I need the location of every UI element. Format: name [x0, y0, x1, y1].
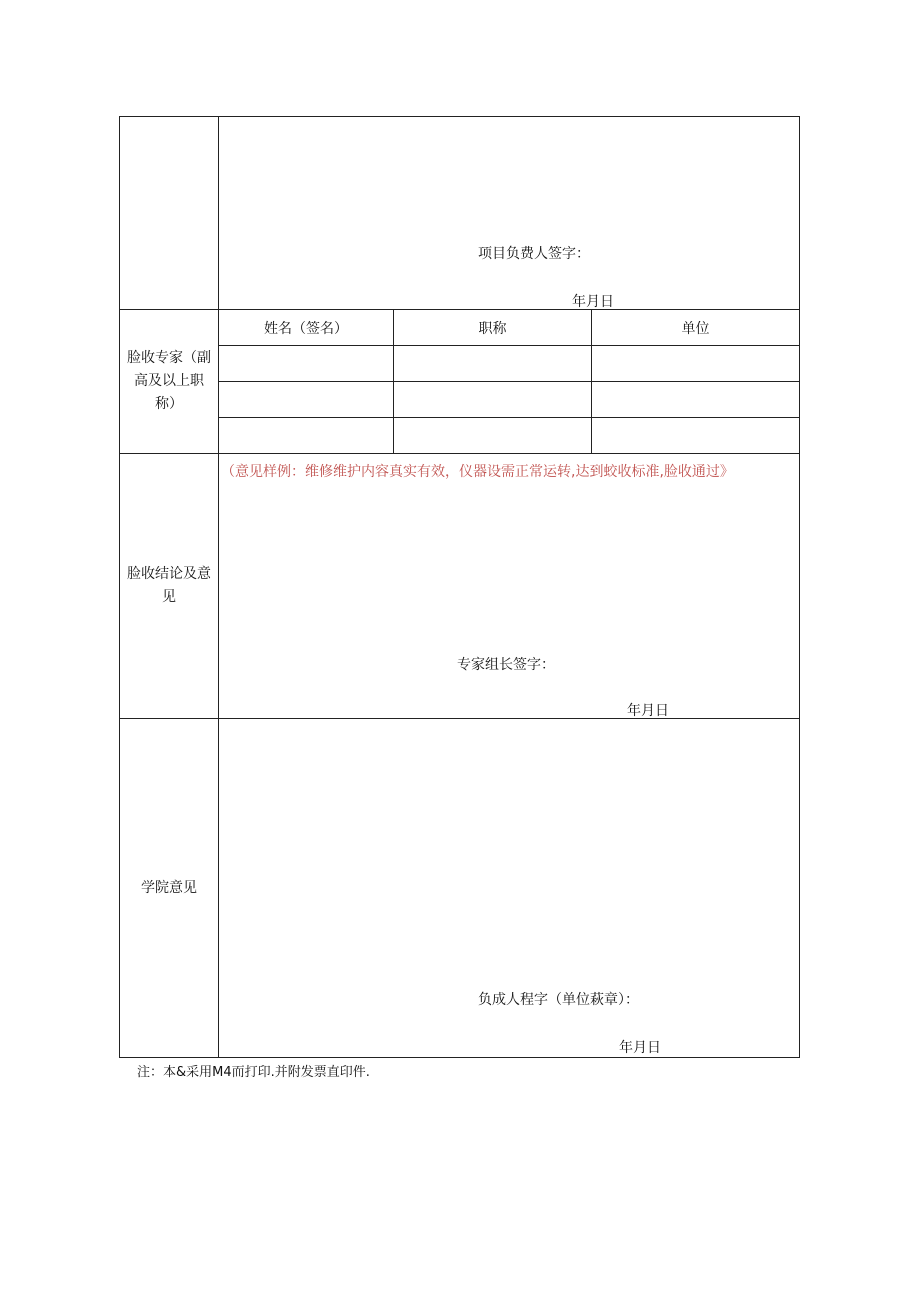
experts-table	[219, 310, 799, 453]
college-date: 年月日	[619, 1040, 661, 1056]
col-header-title: 职称	[394, 310, 592, 346]
table-cell[interactable]	[592, 346, 799, 382]
project-lead-section	[120, 117, 799, 310]
conclusion-section	[120, 454, 799, 719]
college-section	[120, 719, 799, 1057]
conclusion-content	[219, 454, 799, 718]
experts-grid	[219, 310, 799, 454]
experts-section	[120, 310, 799, 454]
responsible-sign-label: 负成人程字（单位萩章）：	[478, 992, 639, 1008]
footnote: 注：本&采用M4而打印.并附发票直印件.	[137, 1065, 370, 1080]
opinion-sample-hint: （意见样例：维修维护内容真实有效，仪器设需正常运转,达到蛟收标准,脸收通过》	[221, 464, 734, 480]
acceptance-form	[119, 116, 800, 1058]
project-lead-sign-label: 项目负费人签字：	[478, 246, 590, 262]
project-lead-date: 年月日	[572, 294, 614, 310]
college-content	[219, 719, 799, 1057]
table-cell[interactable]	[219, 418, 394, 454]
table-cell[interactable]	[592, 418, 799, 454]
table-cell[interactable]	[394, 418, 592, 454]
experts-label: 脸收专家（副高及以上职称）	[120, 310, 219, 453]
expert-leader-sign-label: 专家组长签字：	[457, 657, 555, 673]
table-cell[interactable]	[394, 346, 592, 382]
col-header-name: 姓名（签名）	[219, 310, 394, 346]
table-cell[interactable]	[219, 382, 394, 418]
project-lead-label	[120, 117, 219, 309]
college-label: 学院意见	[120, 719, 219, 1057]
table-cell[interactable]	[219, 346, 394, 382]
conclusion-date: 年月日	[627, 703, 669, 719]
table-cell[interactable]	[592, 382, 799, 418]
conclusion-label: 脸收结论及意见	[120, 454, 219, 718]
table-cell[interactable]	[394, 382, 592, 418]
col-header-unit: 单位	[592, 310, 799, 346]
project-lead-content	[219, 117, 799, 309]
